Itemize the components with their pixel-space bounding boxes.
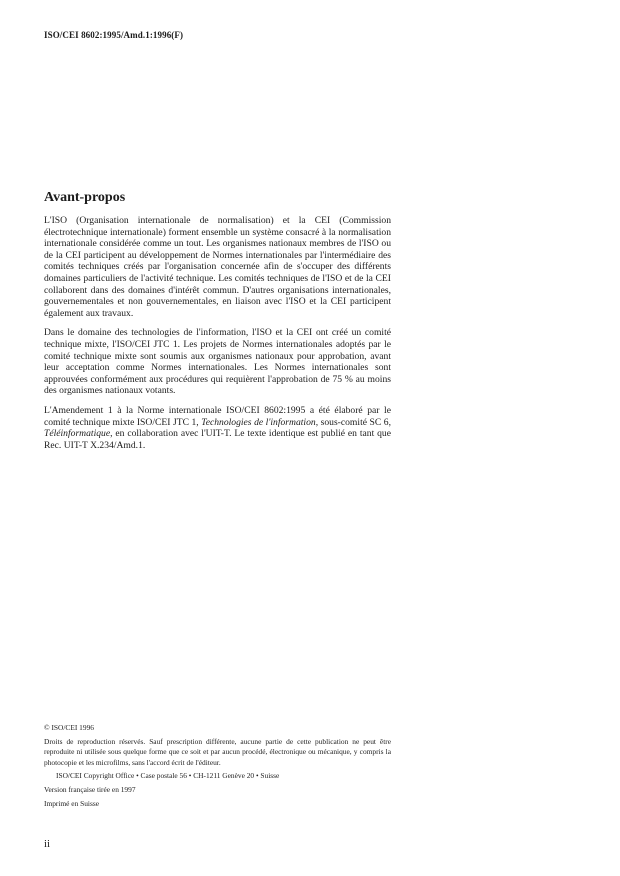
version-line: Version française tirée en 1997 bbox=[44, 784, 136, 794]
copyright-notice: © ISO/CEI 1996 bbox=[44, 723, 94, 732]
foreword-paragraph-3 bbox=[44, 405, 391, 451]
amendment-text-3: , en collaboration avec l'UIT-T. Le texte identique est publié en tant que Rec. UIT-T X.234/Amd.1. bbox=[44, 428, 391, 451]
printed-in-line: Imprimé en Suisse bbox=[44, 798, 100, 808]
amendment-subcommittee-title: Téléinformatique bbox=[44, 428, 111, 440]
amendment-text-1: L'Amendement 1 à la Norme internationale ISO/CEI 8602:1995 a été élaboré par le comité technique mixte ISO/CEI JTC 1, bbox=[44, 404, 391, 428]
amendment-text-2: , sous-comité SC 6, bbox=[315, 416, 391, 428]
foreword-title: Avant-propos bbox=[44, 190, 126, 205]
page-number: ii bbox=[44, 838, 51, 850]
foreword-body bbox=[44, 215, 391, 459]
foreword-paragraph-2: Dans le domaine des technologies de l'information, l'ISO et la CEI ont créé un comité technique mixte, l'ISO/CEI JTC 1. Les projets de Normes internationales adoptés par le comité technique mixte sont soumis aux organismes nationaux pour approbation, avant leur acceptation comme Normes internationales. Les Normes internationales sont approuvées conformément aux procédures qui requièrent l'approbation de 75 % au moins des organismes nationaux votants. bbox=[44, 327, 391, 397]
rights-statement: Droits de reproduction réservés. Sauf prescription différente, aucune partie de cette publication ne peut être reproduite ni utilisée sous quelque forme que ce soit et par aucun procédé, électronique ou mécanique, y compris la photocopie et les microfilms, sans l'accord écrit de l'éditeur. bbox=[44, 736, 391, 767]
amendment-committee-title: Technologies de l'information bbox=[201, 416, 316, 428]
copyright-office-address: ISO/CEI Copyright Office • Case postale 56 • CH-1211 Genève 20 • Suisse bbox=[56, 771, 280, 781]
foreword-paragraph-1: L'ISO (Organisation internationale de normalisation) et la CEI (Commission électrotechnique internationale) forment ensemble un système consacré à la normalisation internationale considérée comme un tout. Les organismes nationaux membres de l'ISO ou de la CEI participent au développement de Normes internationales par l'intermédiaire des comités techniques créés par l'organisation concernée afin de s'occuper des différents domaines particuliers de l'activité technique. Les comités techniques de l'ISO et de la CEI collaborent dans des domaines d'intérêt commun. D'autres organisations internationales, gouvernementales et non gouvernementales, en liaison avec l'ISO et la CEI participent également aux travaux. bbox=[44, 215, 391, 319]
copyright-footer bbox=[44, 723, 391, 812]
document-reference-header: ISO/CEI 8602:1995/Amd.1:1996(F) bbox=[44, 30, 184, 40]
